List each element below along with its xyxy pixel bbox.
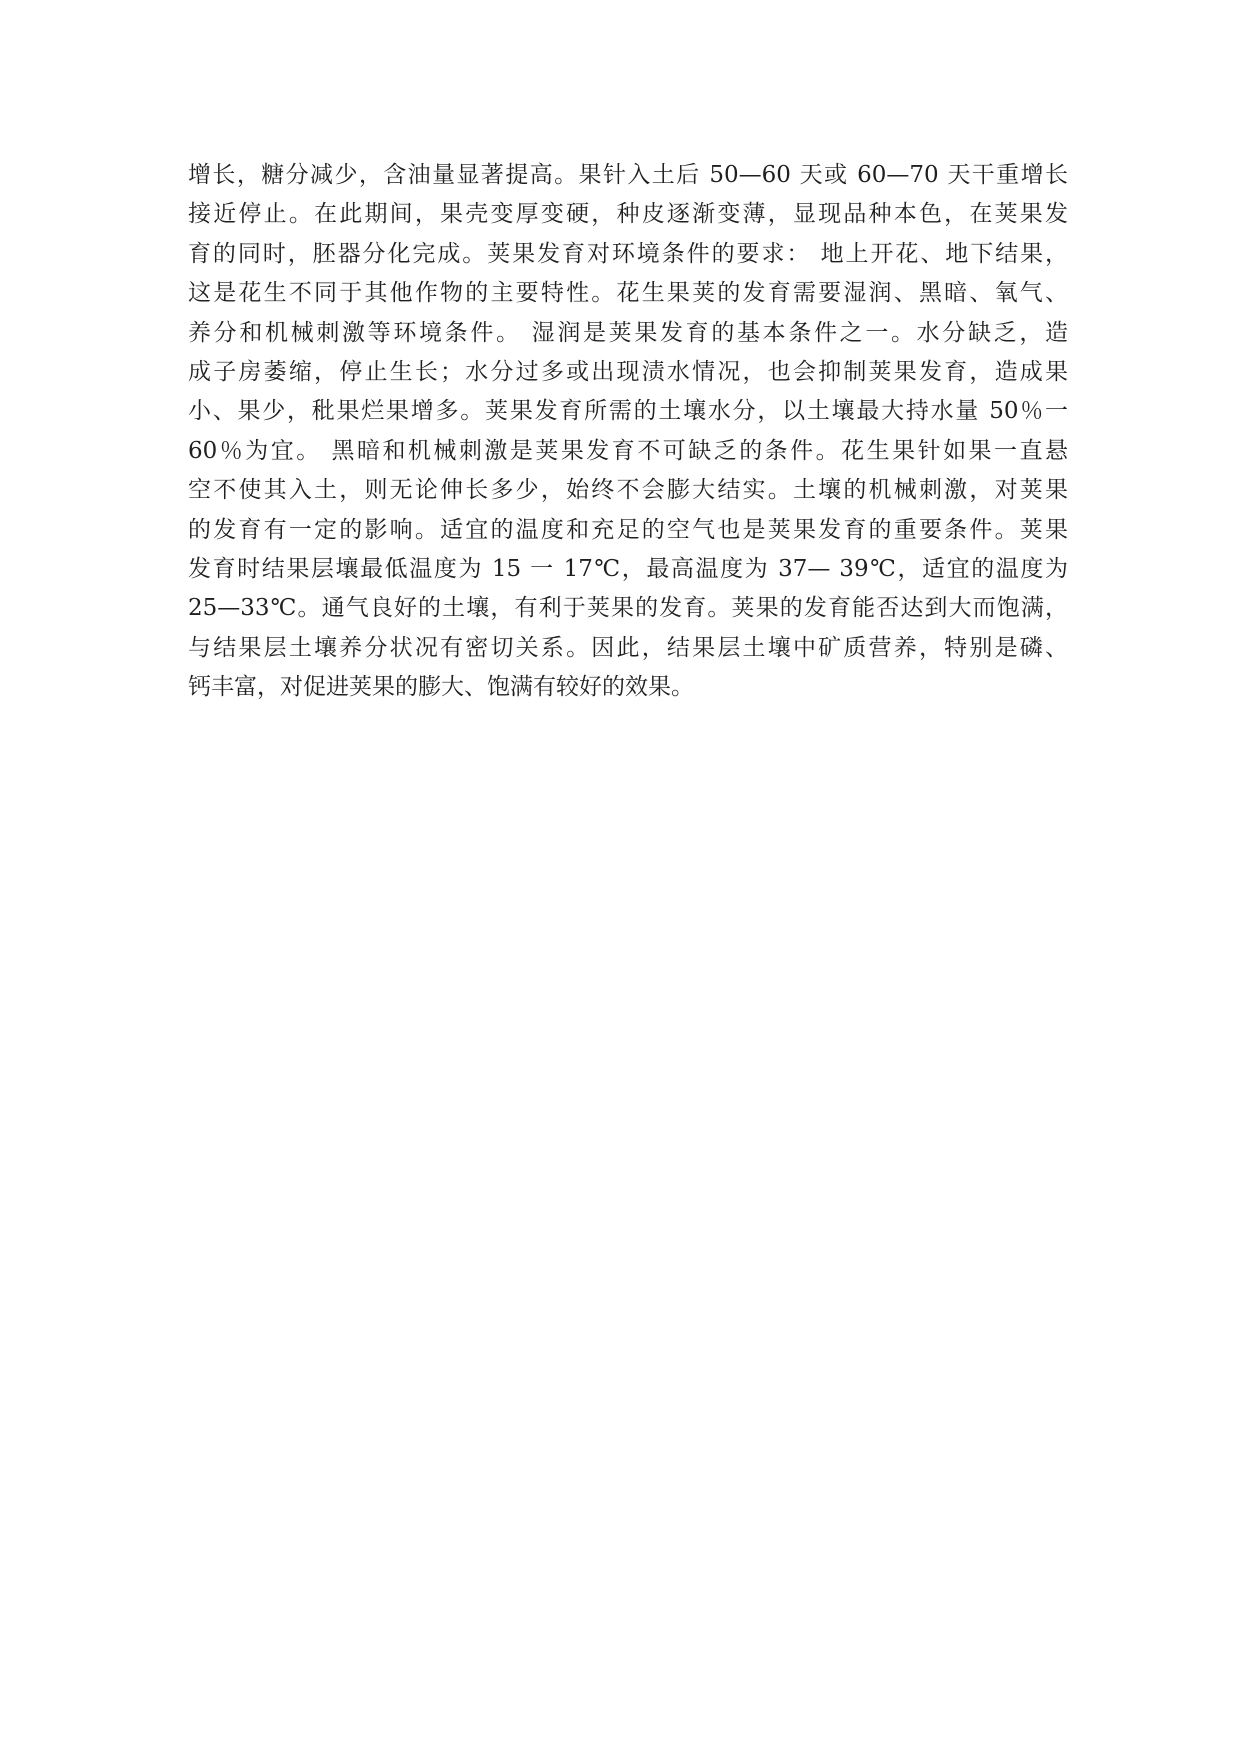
text-line: 小、果少，秕果烂果增多。荚果发育所需的土壤水分，以土壤最大持水量 50％一 (188, 398, 1068, 425)
text-line: 钙丰富，对促进荚果的膨大、饱满有较好的效果。 (188, 674, 694, 701)
text-line: 育的同时，胚器分化完成。荚果发育对环境条件的要求： 地上开花、地下结果， (188, 240, 1068, 267)
text-line: 与结果层土壤养分状况有密切关系。因此，结果层土壤中矿质营养，特别是磷、 (188, 634, 1068, 661)
text-line: 空不使其入土，则无论伸长多少，始终不会膨大结实。土壤的机械刺激，对荚果 (188, 477, 1068, 504)
text-line: 这是花生不同于其他作物的主要特性。花生果荚的发育需要湿润、黑暗、氧气、 (188, 280, 1068, 307)
body-paragraph (188, 156, 1068, 707)
text-line: 的发育有一定的影响。适宜的温度和充足的空气也是荚果发育的重要条件。荚果 (188, 516, 1068, 543)
text-line: 60％为宜。 黑暗和机械刺激是荚果发育不可缺乏的条件。花生果针如果一直悬 (188, 437, 1068, 464)
text-line: 增长，糖分减少，含油量显著提高。果针入土后 50—60 天或 60—70 天干重增长 (188, 162, 1068, 188)
text-line: 25—33℃。通气良好的土壤，有利于荚果的发育。荚果的发育能否达到大而饱满， (188, 595, 1068, 622)
text-line: 接近停止。在此期间，果壳变厚变硬，种皮逐渐变薄，显现品种本色，在荚果发 (188, 201, 1068, 228)
text-line: 养分和机械刺激等环境条件。 湿润是荚果发育的基本条件之一。水分缺乏，造 (188, 319, 1068, 346)
text-line: 成子房萎缩，停止生长；水分过多或出现渍水情况，也会抑制荚果发育，造成果 (188, 358, 1068, 385)
text-line: 发育时结果层壤最低温度为 15 一 17℃，最高温度为 37— 39℃，适宜的温度为 (188, 555, 1068, 582)
